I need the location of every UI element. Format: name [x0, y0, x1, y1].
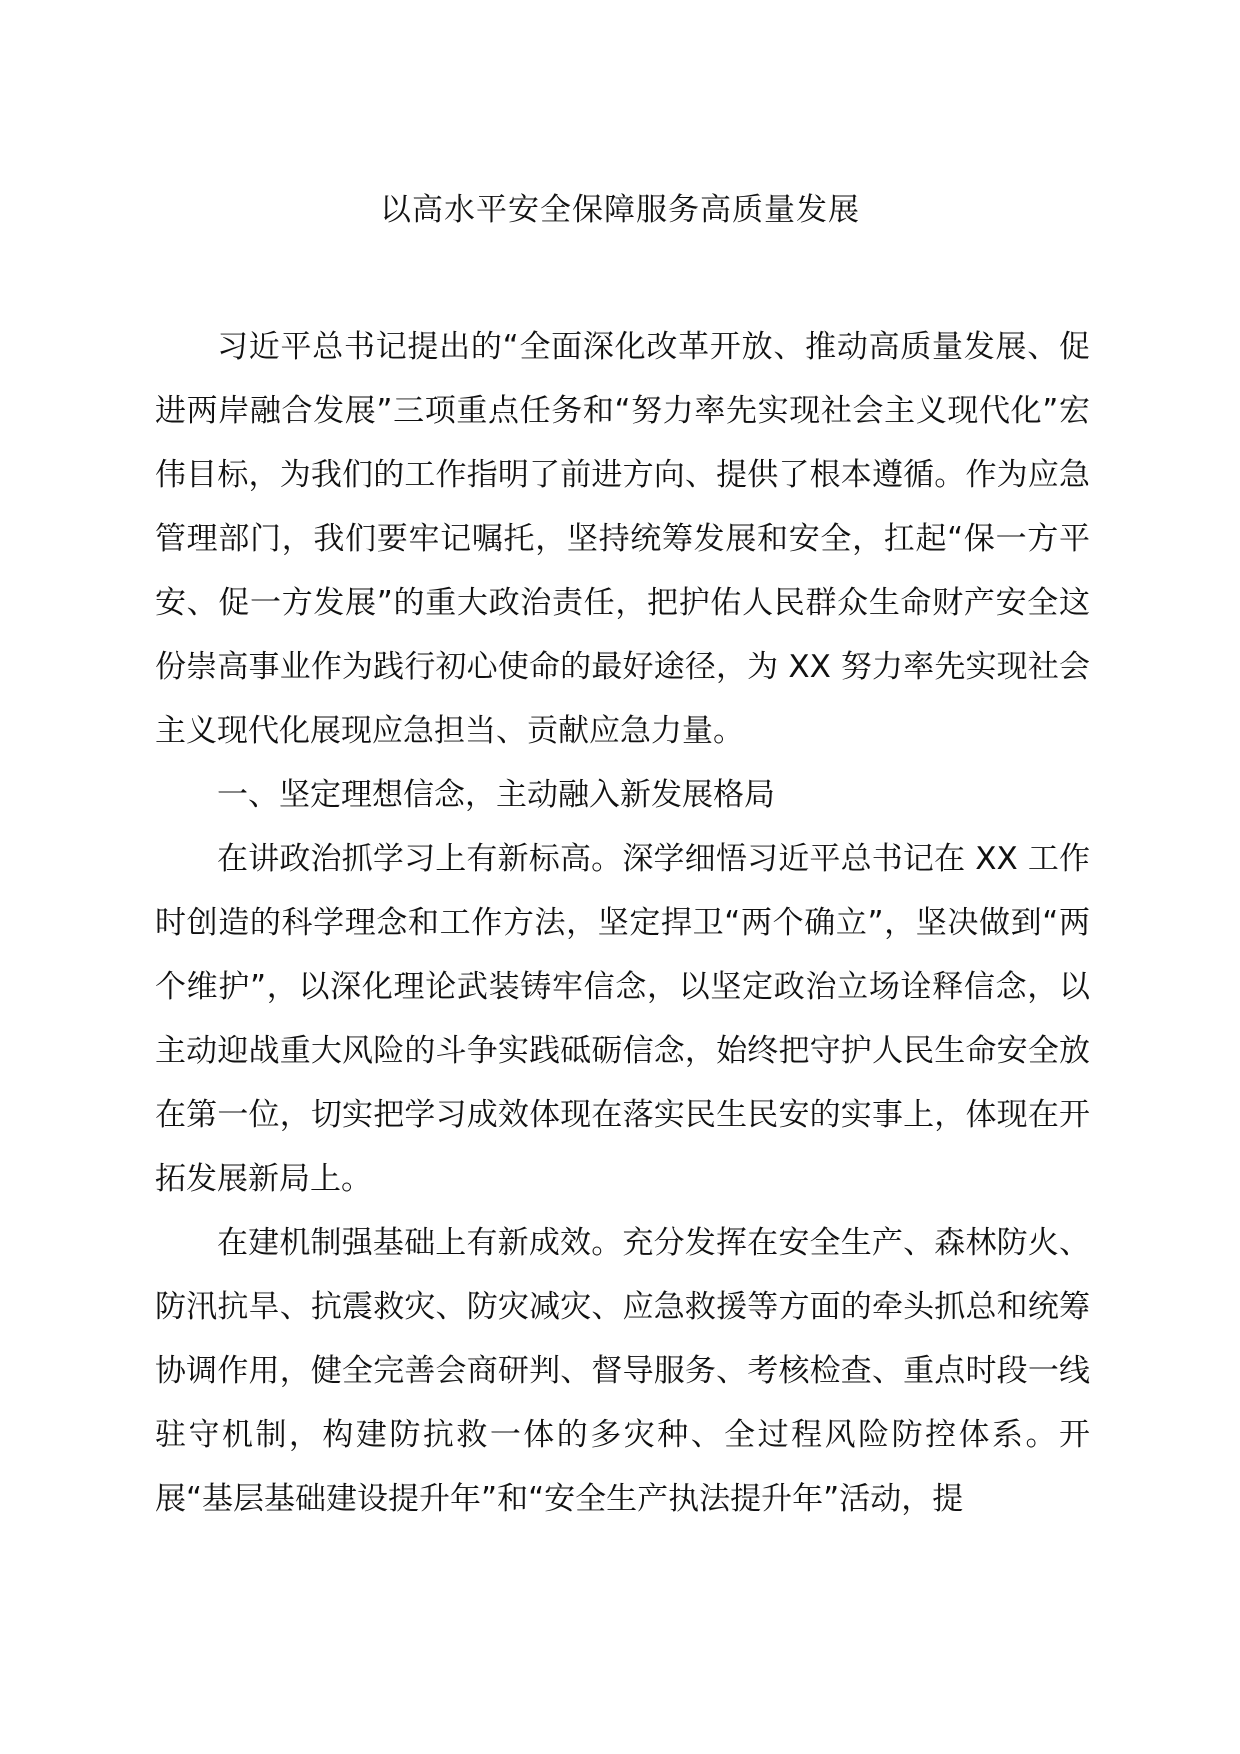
- paragraph-politics-study: 在讲政治抓学习上有新标高。深学细悟习近平总书记在 XX 工作时创造的科学理念和工作方法，坚定捍卫“两个确立”，坚决做到“两个维护”，以深化理论武装铸牢信念，以坚定政治立场诠释信念，以主动迎战重大风险的斗争实践砥砺信念，始终把守护人民生命安全放在第一位，切实把学习成效体现在落实民生民安的实事上，体现在开拓发展新局上。: [155, 841, 1090, 1197]
- paragraph-mechanism-foundation: 在建机制强基础上有新成效。充分发挥在安全生产、森林防火、防汛抗旱、抗震救灾、防灾减灾、应急救援等方面的牵头抓总和统筹协调作用，健全完善会商研判、督导服务、考核检查、重点时段一线驻守机制，构建防抗救一体的多灾种、全过程风险防控体系。开展“基层基础建设提升年”和“安全生产执法提升年”活动，提: [155, 1225, 1090, 1517]
- section-heading-1: 一、坚定理想信念，主动融入新发展格局: [217, 777, 775, 813]
- document-title: 以高水平安全保障服务高质量发展: [380, 192, 860, 228]
- document-body: [155, 315, 1090, 1531]
- intro-paragraph: 习近平总书记提出的“全面深化改革开放、推动高质量发展、促进两岸融合发展”三项重点任务和“努力率先实现社会主义现代化”宏伟目标，为我们的工作指明了前进方向、提供了根本遵循。作为应急管理部门，我们要牢记嘱托，坚持统筹发展和安全，扛起“保一方平安、促一方发展”的重大政治责任，把护佑人民群众生命财产安全这份崇高事业作为践行初心使命的最好途径，为 XX 努力率先实现社会主义现代化展现应急担当、贡献应急力量。: [155, 329, 1090, 749]
